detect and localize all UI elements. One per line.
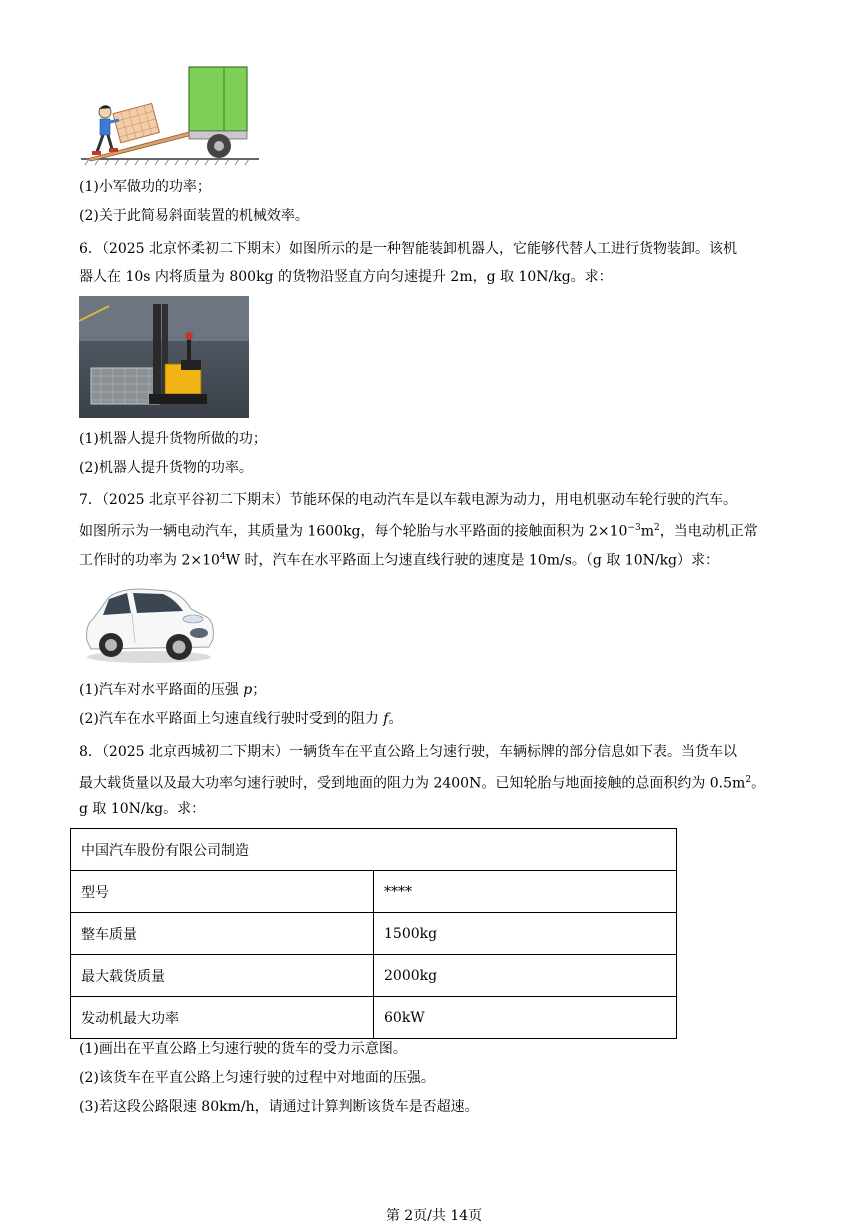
superscript: 2 [745,775,752,785]
q8-sub2: (2)该货车在平直公路上匀速行驶的过程中对地面的压强。 [79,1070,435,1086]
q5-sub2: (2)关于此简易斜面装置的机械效率。 [79,208,309,224]
pressure-variable: p [243,682,253,698]
q8-stem-line1: 8．（2025 北京西城初二下期末）一辆货车在平直公路上匀速行驶，车辆标牌的部分信息如下表。当货车以 [79,744,737,760]
q6-stem-line2: 器人在 10s 内将质量为 800kg 的货物沿竖直方向匀速提升 2m，g 取 10N/kg。求： [79,269,613,285]
table-label-cell: 发动机最大功率 [71,997,374,1039]
table-header-cell: 中国汽车股份有限公司制造 [71,829,677,871]
q8-sub1: (1)画出在平直公路上匀速行驶的货车的受力示意图。 [79,1041,407,1057]
table-label-cell: 最大载货质量 [71,955,374,997]
loading-robot-photo [79,296,249,418]
resistance-variable: f [383,711,389,727]
table-label-cell: 整车质量 [71,913,374,955]
table-label-cell: 型号 [71,871,374,913]
q8-stem-line2: 最大载货量以及最大功率匀速行驶时，受到地面的阻力为 2400N。已知轮胎与地面接触的总面积约为 $0.5m^2$。 [79,775,766,792]
q7-sub1: (1)汽车对水平路面的压强 p； [79,682,267,698]
table-row [71,955,677,997]
q8-stem-line3: g 取 10N/kg。求： [79,801,206,817]
q6-sub2: (2)机器人提升货物的功率。 [79,460,253,476]
exponent: 4 [219,552,226,562]
superscript: 2 [654,523,660,533]
table-row [71,913,677,955]
q7-stem-line2: 如图所示为一辆电动汽车，其质量为 1600kg，每个轮胎与水平路面的接触面积为 $2\times 10^{-3}m^2$，当电动机正常 [79,523,758,540]
page-number: 第 2页/共 14页 [385,1208,483,1224]
table-value-cell: **** [374,871,677,913]
table-value-cell: 1500kg [374,913,677,955]
table-header-row [71,829,677,871]
table-value-cell: 2000kg [374,955,677,997]
q7-stem-line3: 工作时的功率为 $2\times 10^4W$ 时，汽车在水平路面上匀速直线行驶的速度是 10m/s。（g 取 10N/kg）求： [79,552,720,569]
q5-sub1: (1)小军做功的功率； [79,179,211,195]
q7-sub2: (2)汽车在水平路面上匀速直线行驶时受到的阻力 f。 [79,711,403,727]
q7-stem-line1: 7．（2025 北京平谷初二下期末）节能环保的电动汽车是以车载电源为动力，用电机驱动车轮行驶的汽车。 [79,492,737,508]
table-value-cell: 60kW [374,997,677,1039]
vehicle-spec-table [70,828,677,1039]
q6-stem-line1: 6．（2025 北京怀柔初二下期末）如图所示的是一种智能装卸机器人，它能够代替人工进行货物装卸。该机 [79,241,737,257]
q6-sub1: (1)机器人提升货物所做的功； [79,431,267,447]
electric-car-photo [79,583,219,665]
q8-sub3: (3)若这段公路限速 80km/h，请通过计算判断该货车是否超速。 [79,1099,479,1115]
exponent: −3 [627,523,641,533]
table-row [71,871,677,913]
table-row [71,997,677,1039]
ramp-truck-figure [79,64,261,168]
